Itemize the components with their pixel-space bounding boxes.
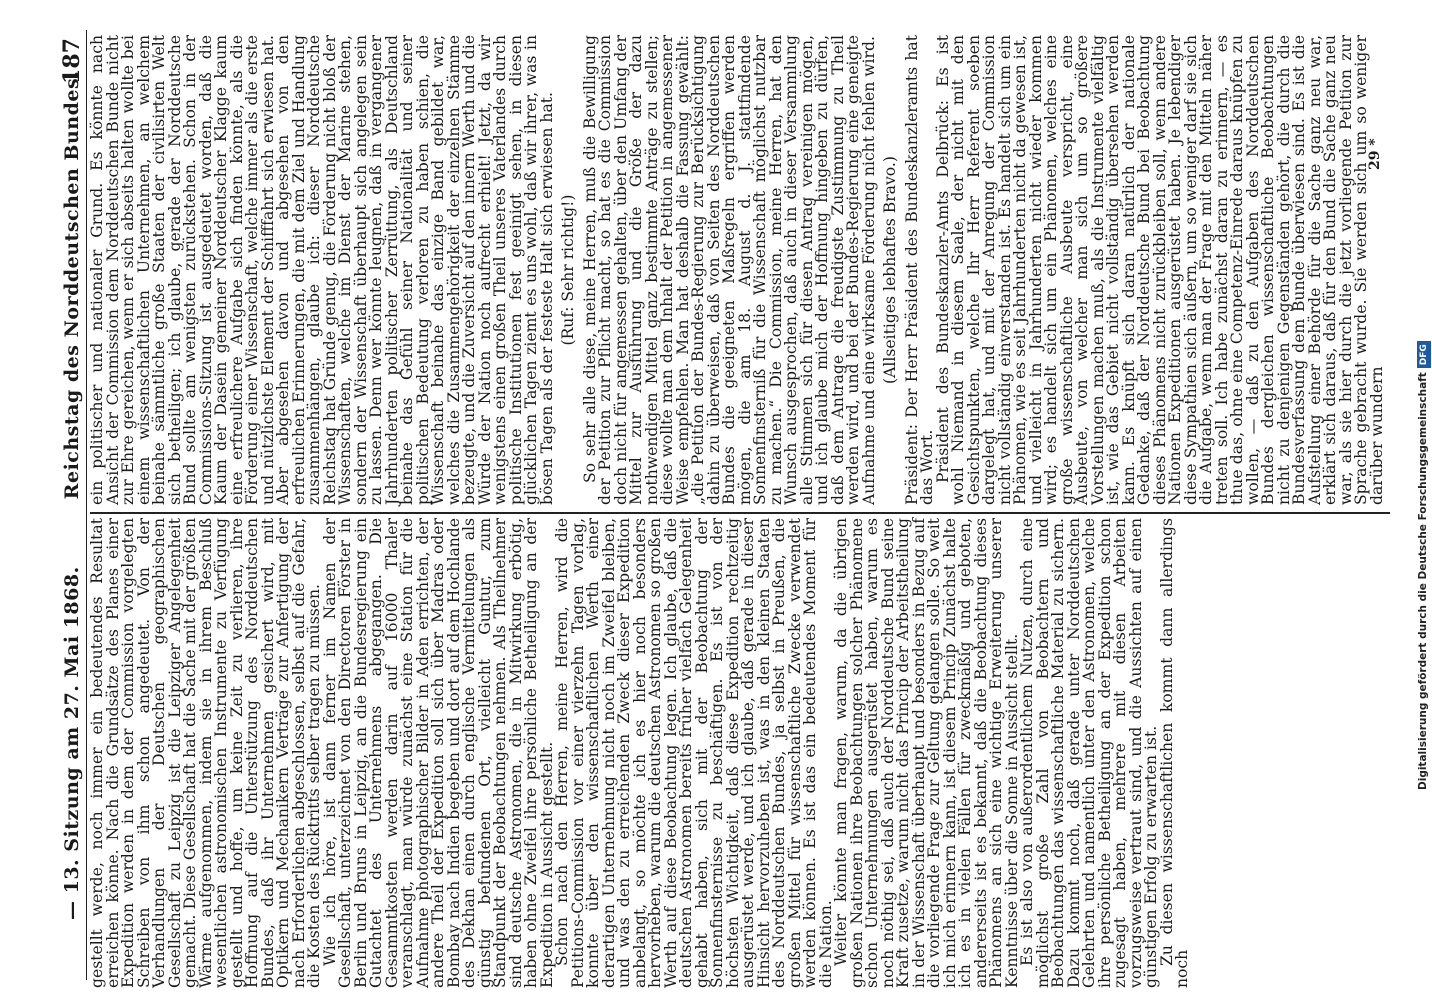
half-divider [90,512,1390,514]
right-paragraph: So sehr alle diese, meine Herren, muß die Bewilligung der Petition zur Pflicht macht, so hat es die Commission doch nicht für angemessen gehalten, über den Umfang der Mittel zur Ausführung und die Größe der dazu nothwendigen Mittel ganz bestimmte Anträge zu stellen; diese wollte man dem Inhalt der Petition in angemessener Weise empfehlen. Man hat deshalb die Fassung gewählt: „die Petition der Bundes-Regierung zur Berücksichtigung dahin zu überweisen, daß von Seiten des Norddeutschen Bundes die geeigneten Maßregeln ergriffen werden mögen, die am 18. August d. J. stattfindende Sonnenfinsterniß für die Wissenschaft möglichst nutzbar zu machen.“ Die Commission, meine Herren, hat den Wunsch ausgesprochen, daß auch in dieser Versammlung alle Stimmen sich für diesen Antrag vereinigen mögen, und ich glaube mich der Hoffnung hingeben zu dürfen, daß dem Antrage die freudigste Zustimmung zu Theil werden wird, und bei der Bundes-Regierung eine geneigte Aufnahme und eine wirksame Förderung nicht fehlen wird. [580,35,878,505]
applause-note: (Allseitiges lebhaftes Bravo.) [881,156,899,384]
left-paragraph: Weiter könnte man fragen, warum, da die übrigen großen Nationen ihre Beobachtungen solcher Phänomene schon Unternehmungen ausgerüstet haben, warum es noch nöthig sei, daß auch der Norddeutsche Bund seine Kraft zusetze, warum nicht das Princip der Arbeitstheilung in der Wissenschaft überhaupt und besonders in Bezug auf die vorliegende Frage zur Geltung gelangen solle. So weit ich mich erinnern kann, ist diesem Princip Zunächst halte ich es in vielen Fällen für zweckmäßig und geboten, andererseits ist es bekannt, daß die Beobachtung dieses Phänomens an sich eine wichtige Erweiterung unserer Kenntnisse über die Sonne in Aussicht stellt. [832,518,1021,988]
left-paragraph: Es ist also von außerordentlichem Nutzen, durch eine möglichst große Zahl von Beobachtern und Beobachtungen das wissenschaftliche Material zu sichern. Dazu kommt noch, daß gerade unter Norddeutschen Gelehrten und namentlich unter den Astronomen, welche ihre persönliche Betheiligung an der Expedition schon zugesagt haben, mehrere mit diesen Arbeiten vorzugsweise vertraut sind, und die Aussichten auf einen günstigen Erfolg zu erwarten ist. [1018,518,1160,988]
right-page-title: — 13. Sitzung am 27. Mai 1868. [61,566,83,920]
signature-mark: 29 * [1367,138,1383,170]
left-paragraph: Wie ich höre, ist dann ferner im Namen der Gesellschaft, unterzeichnet von den Directoren Förster in Berlin und Bruns in Leipzig, an die Bundesregierung ein Gutachtet des Unternehmens abgegangen. Die Gesammtkosten werden darin auf 16000 Thaler veranschlagt, man würde zunächst eine Station für die Aufnahme photographischer Bilder in Aden errichten, der andere Theil der Expedition soll sich über Madras oder Bombay nach Indien begeben und dort auf dem Hochlande des Dekhan einen durch englische Vermittelungen als günstig befundenen Ort, vielleicht Guntur, zum Standpunkt der Beobachtungen nehmen. Als Theilnehmer sind deutsche Astronomen, die in Mitwirkung erbötig, haben ohne Zweifel ihre persönliche Betheiligung an der Expedition in Aussicht gestellt. [320,518,556,988]
header-rule [86,30,87,980]
dfg-logo-icon: DFG [1417,341,1431,368]
president-line: Präsident: Der Herr Präsident des Bundeskanzleramts hat das Wort. [902,35,936,505]
left-text-column [90,518,1300,988]
right-paragraph: ein politischer und nationaler Grund. Es könnte nach Ansicht der Commission dem Norddeutschen Bunde nicht zur Ehre gereichen, wenn er sich abseits halten wollte bei einem wissenschaftlichen Unternehmen, an welchem beinahe sämmtliche große Staaten der civilisirten Welt sich betheiligen; ich glaube, gerade der Norddeutsche Bund sollte am wenigsten zurückstehen. Schon in der Commissions-Sitzung ist ausgedeutet worden, daß die Kaum der Dasein gemeiner Norddeutscher Klagge kaum eine erfreulichere Aufgabe sich finden könnte, als die Förderung einer Wissenschaft, welche immer als die erste und nützlichste Element der Schifffahrt sich erwiesen hat. Aber abgesehen davon und abgesehen von den erfreulichen Erinnerungen, die mit dem Ziel und Handlung zusammenhängen, glaube ich: dieser Norddeutsche Reichstag hat Gründe genug, die Förderung nicht bloß der Wissenschaften, welche im Dienst der Marine stehen, sondern der Wissenschaft überhaupt sich angelegen sein zu lassen. Denn wer könnte leugnen, daß in vergangener Jahrhunderten politischer Zerrüttung, als Deutschland beinahe das Gefühl seiner Nationalität und seiner politischen Bedeutung verloren zu haben schien, die Wissenschaft beinahe das einzige Band gebildet war, welches die Zusammengehörigkeit der einzelnen Stämme bezeugte, und die Zuversicht auf den innern Werth und die Würde der Nation noch aufrecht erhielt! Jetzt, da wir wenigstens einen großen Theil unseres Vaterlandes durch politische Institutionen fest geeinigt sehen, in diesen glücklichen Tagen ziemt es uns wohl, daß wir ihrer, was in bösen Tagen als der festeste Halt sich erwiesen hat. [88,35,556,505]
right-paragraph: Präsident des Bundeskanzler-Amts Delbrück: Es ist wohl Niemand in diesem Saale, der nicht mit den Gesichtspunkten, welche Ihr Herr Referent soeben dargelegt hat, und mit der Anregung der Commission nicht vollständig einverstanden ist. Es handelt sich um ein Phänomen, wie es seit Jahrhunderten nicht da gewesen ist, und vielleicht in Jahrhunderten nicht wieder kommen wird; es handelt sich um ein Phänomen, welches eine große wissenschaftliche Ausbeute verspricht, eine Ausbeute, von welcher man sich um so größere Vorstellungen machen muß, als die Instrumente vielfältig ist, wie das Gebiet nicht vollständig übersehen werden kann. Es knüpft sich daran natürlich der nationale Gedanke, daß der Norddeutsche Bund bei Beobachtung dieses Phänomens nicht zurückbleiben soll, wenn andere Nationen Expeditionen ausgerüstet haben. Je lebendiger diese Sympathien sich äußern, um so weniger darf sie sich die Aufgabe, wenn man der Frage mit den Mitteln näher treten soll. Ich habe zunächst daran zu erinnern, — es thue das, ohne eine Competenz-Einrede daraus knüpfen zu wollen, — daß zu den Aufgaben des Norddeutschen Bundes dergleichen wissenschaftliche Beobachtungen nicht zu denjenigen Gegenständen gehört, die durch die Bundesverfassung dem Bunde überwiesen sind. Es ist die Aufstellung einer Behörde für die Sache ganz neu war, erklärt sich daraus, daß für den Bund die Sache ganz neu war, als sie hier durch die jetzt vorliegende Petition zur Sprache gebracht wurde. Sie werden sich um so weniger darüber wundern [933,35,1386,505]
left-paragraph: gestellt werde, noch immer ein bedeutendes Resultat erreichen könne. Nach die Grundsätze des Planes einer Expedition werden in dem der Commission vorgelegten Schreiben von ihm schon angedeutet. Von der Verhandlungen der Deutschen geographischen Gesellschaft zu Leipzig ist die Leipziger Angelegenheit gemacht. Diese Gesellschaft hat die Sache mit der größten Wärme aufgenommen, indem sie in ihrem Beschluß wesentlichen astronomischen Instrumente zu Verfügung gestellt und hoffe, um keine Zeit zu verlieren, ihre Hoffnung auf die Unterstützung des Norddeutschen Bundes, daß ihr Unternehmen gesichert wird, mit Optikern und Mechanikern Verträge zur Anfertigung der nach Erforderlichen abgeschlossen, selbst auf die Gefahr, die Kosten des Rücktritts selber tragen zu müssen. [88,518,323,988]
digitization-text: Digitalisierung gefördert durch die Deutsche Forschungsgemeinschaft [1417,372,1429,790]
digitization-note [1416,10,1430,790]
left-paragraph: Zu diesen wissenschaftlichen kommt dann allerdings noch [1157,518,1191,988]
interjection: (Ruf: Sehr richtig!) [559,194,577,346]
left-paragraph: Schon nach den Herren, meine Herren, wird die Petitions-Commission vor einer vierzehn Tagen vorlag, konnte über den wissenschaftlichen Werth einer derartigen Unternehmung nicht noch im Zweifel bleiben, und was den zu erreichenden Zweck dieser Expedition anbelangt, so möchte ich es hier noch besonders hervorheben, warum die deutschen Astronomen so großen Werth auf diese Beobachtung legen. Ich glaube, daß die deutschen Astronomen bereits früher vielfach Gelegenheit gehabt haben, sich mit der Beobachtung der Sonnenfinsternisse zu beschäftigen. Es ist von der höchsten Wichtigkeit, daß diese Expedition rechtzeitig ausgerüstet werde, und ich glaube, daß gerade in dieser Hinsicht hervorzuheben ist, was in den kleinen Staaten des Norddeutschen Bundes, ja selbst in Preußen, die großen Mittel für wissenschaftliche Zwecke verwendet werden können. Es ist das ein bedeutendes Moment für die Nation. [553,518,835,988]
left-page-title: Reichstag des Norddeutschen Bundes. [61,70,83,500]
page-number: 187 [59,38,85,84]
